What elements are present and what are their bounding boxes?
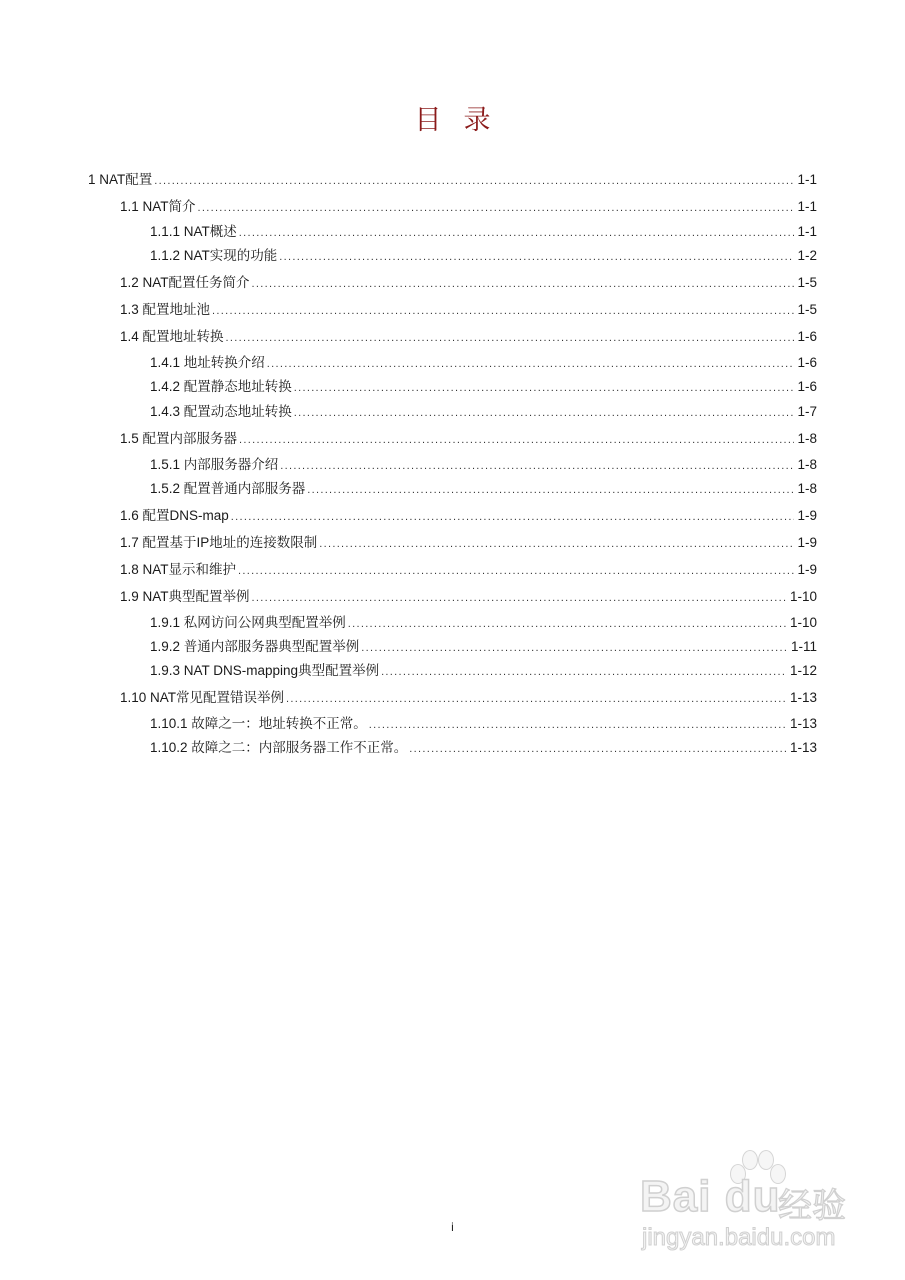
leader-dots bbox=[409, 743, 787, 755]
toc-entry-page: 1-10 bbox=[789, 615, 817, 630]
leader-dots bbox=[154, 175, 794, 187]
toc-entry-label: 1.9.1 私网访问公网典型配置举例 bbox=[150, 615, 346, 630]
leader-dots bbox=[239, 227, 795, 239]
toc-entry-label: 1.5 配置内部服务器 bbox=[120, 431, 238, 446]
toc-entry-label: 1.4 配置地址转换 bbox=[120, 329, 224, 344]
toc-entry[interactable] bbox=[120, 298, 817, 320]
toc-entry-label: 1.1.2 NAT实现的功能 bbox=[150, 248, 278, 263]
toc-entry-page: 1-10 bbox=[789, 589, 817, 604]
leader-dots bbox=[280, 460, 794, 472]
leader-dots bbox=[238, 565, 794, 577]
toc-entry-page: 1-6 bbox=[797, 355, 817, 370]
toc-entry-page: 1-5 bbox=[797, 302, 817, 317]
leader-dots bbox=[294, 407, 795, 419]
leader-dots bbox=[231, 511, 795, 523]
toc-entry-label: 1.1 NAT简介 bbox=[120, 199, 196, 214]
toc-entry-page: 1-11 bbox=[790, 639, 817, 654]
toc-entry[interactable] bbox=[150, 400, 817, 422]
toc-entry-page: 1-13 bbox=[789, 690, 817, 705]
leader-dots bbox=[198, 202, 795, 214]
toc-entry-page: 1-1 bbox=[797, 172, 817, 187]
page-number: i bbox=[451, 1220, 454, 1234]
toc-entry[interactable] bbox=[150, 712, 817, 734]
toc-entry[interactable] bbox=[120, 531, 817, 553]
toc-entry-label: 1.10.2 故障之二：内部服务器工作不正常。 bbox=[150, 740, 408, 755]
toc-entry-page: 1-8 bbox=[797, 481, 817, 496]
leader-dots bbox=[348, 618, 787, 630]
toc-entry[interactable] bbox=[150, 453, 817, 475]
toc-entry-page: 1-6 bbox=[797, 379, 817, 394]
toc-entry-page: 1-8 bbox=[797, 457, 817, 472]
toc-entry-label: 1.4.2 配置静态地址转换 bbox=[150, 379, 292, 394]
leader-dots bbox=[319, 538, 794, 550]
toc-entry-label: 1.10.1 故障之一：地址转换不正常。 bbox=[150, 716, 367, 731]
leader-dots bbox=[286, 693, 787, 705]
leader-dots bbox=[307, 484, 794, 496]
toc-entry-page: 1-5 bbox=[797, 275, 817, 290]
toc-entry-label: 1.9.2 普通内部服务器典型配置举例 bbox=[150, 639, 360, 654]
toc-entry[interactable] bbox=[150, 351, 817, 373]
toc-entry[interactable] bbox=[120, 585, 817, 607]
toc-entry-page: 1-6 bbox=[797, 329, 817, 344]
leader-dots bbox=[239, 434, 794, 446]
toc-entry-page: 1-1 bbox=[797, 224, 817, 239]
watermark-url: jingyan.baidu.com bbox=[642, 1224, 836, 1251]
toc-entry-label: 1.4.1 地址转换介绍 bbox=[150, 355, 265, 370]
toc-entry-page: 1-9 bbox=[797, 562, 817, 577]
leader-dots bbox=[267, 358, 795, 370]
toc-entry[interactable] bbox=[150, 244, 817, 266]
toc-entry[interactable] bbox=[120, 195, 817, 217]
toc-entry-label: 1.9.3 NAT DNS-mapping典型配置举例 bbox=[150, 663, 380, 678]
toc-entry-page: 1-8 bbox=[797, 431, 817, 446]
watermark-brand-cn: 经验 bbox=[778, 1186, 846, 1226]
leader-dots bbox=[369, 719, 787, 731]
toc-entry[interactable] bbox=[120, 686, 817, 708]
toc-entry[interactable] bbox=[120, 558, 817, 580]
toc-entry-page: 1-1 bbox=[797, 199, 817, 214]
toc-entry-label: 1.7 配置基于IP地址的连接数限制 bbox=[120, 535, 318, 550]
toc-entry[interactable] bbox=[150, 611, 817, 633]
toc-entry-label: 1.3 配置地址池 bbox=[120, 302, 211, 317]
toc-entry[interactable] bbox=[150, 736, 817, 758]
toc-title: 目录 bbox=[414, 105, 513, 136]
watermark-brand: Bai du bbox=[640, 1172, 781, 1221]
leader-dots bbox=[252, 278, 795, 290]
toc-entry-label: 1.2 NAT配置任务简介 bbox=[120, 275, 250, 290]
toc-entry[interactable] bbox=[120, 504, 817, 526]
toc-entry-page: 1-9 bbox=[797, 535, 817, 550]
leader-dots bbox=[294, 382, 795, 394]
toc-entry-label: 1.1.1 NAT概述 bbox=[150, 224, 237, 239]
toc-entry[interactable] bbox=[120, 427, 817, 449]
leader-dots bbox=[252, 592, 787, 604]
toc-entry[interactable] bbox=[150, 659, 817, 681]
toc-entry-label: 1 NAT配置 bbox=[88, 172, 153, 187]
toc-entry-label: 1.5.2 配置普通内部服务器 bbox=[150, 481, 306, 496]
toc-entry-page: 1-12 bbox=[789, 663, 817, 678]
toc-entry-page: 1-2 bbox=[797, 248, 817, 263]
leader-dots bbox=[279, 251, 794, 263]
toc-entry[interactable] bbox=[88, 168, 817, 190]
toc-entry[interactable] bbox=[120, 271, 817, 293]
leader-dots bbox=[381, 666, 787, 678]
toc-entry-label: 1.6 配置DNS-map bbox=[120, 508, 229, 523]
toc-entry-label: 1.4.3 配置动态地址转换 bbox=[150, 404, 292, 419]
leader-dots bbox=[212, 305, 794, 317]
leader-dots bbox=[361, 642, 788, 654]
toc-entry-label: 1.9 NAT典型配置举例 bbox=[120, 589, 250, 604]
toc-entry-label: 1.10 NAT常见配置错误举例 bbox=[120, 690, 285, 705]
baidu-jingyan-watermark bbox=[640, 1150, 870, 1260]
toc-entry[interactable] bbox=[150, 375, 817, 397]
toc-entry[interactable] bbox=[150, 635, 817, 657]
toc-entry-page: 1-9 bbox=[797, 508, 817, 523]
leader-dots bbox=[226, 332, 795, 344]
toc-entry-label: 1.5.1 内部服务器介绍 bbox=[150, 457, 279, 472]
toc-entry-label: 1.8 NAT显示和维护 bbox=[120, 562, 237, 577]
toc-entry-page: 1-13 bbox=[789, 716, 817, 731]
toc-entry[interactable] bbox=[120, 325, 817, 347]
toc-entry-page: 1-13 bbox=[789, 740, 817, 755]
toc-entry[interactable] bbox=[150, 477, 817, 499]
toc-entry-page: 1-7 bbox=[797, 404, 817, 419]
toc-entry[interactable] bbox=[150, 220, 817, 242]
